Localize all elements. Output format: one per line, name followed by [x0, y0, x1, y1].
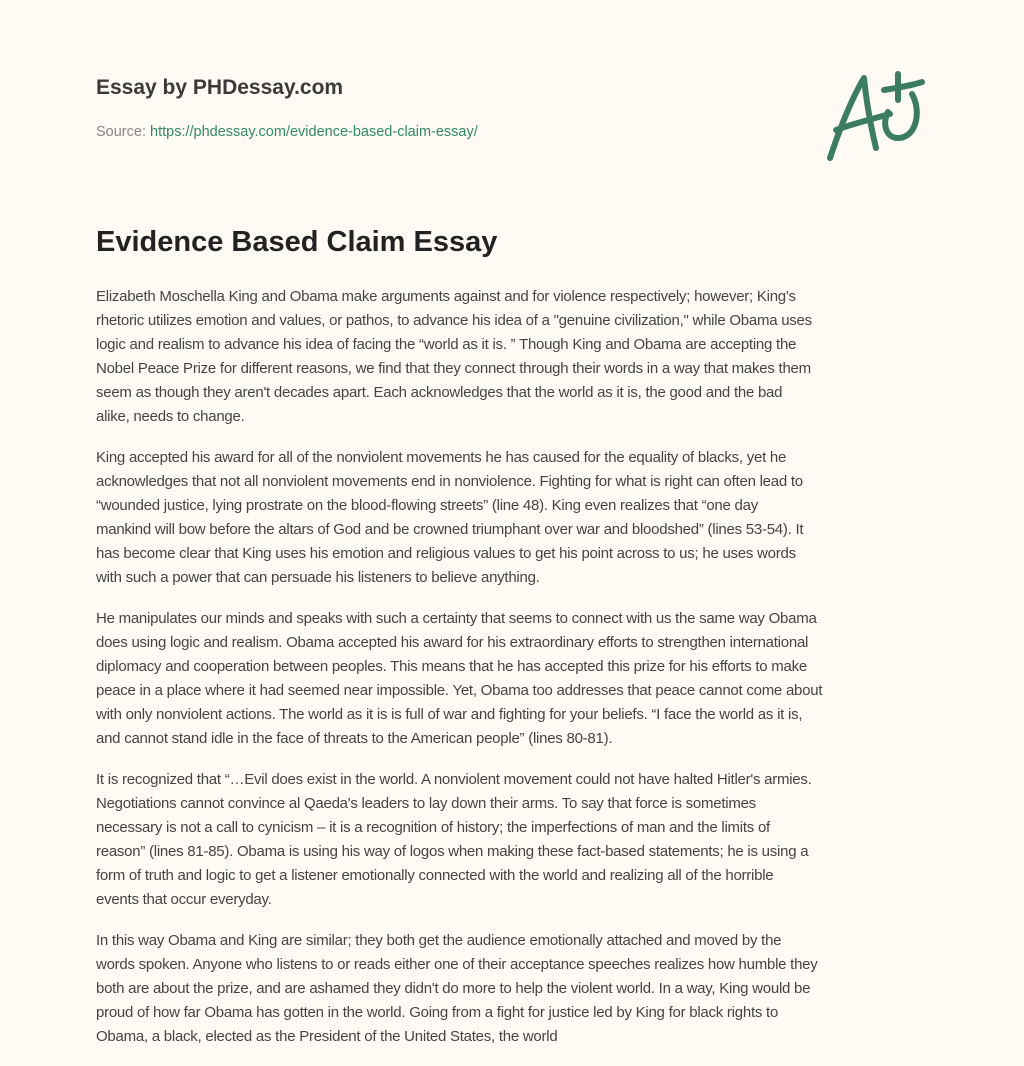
text-line: mankind will bow before the altars of God and be crowned triumphant over war and bloodshed” (lines 53-54). It	[96, 521, 804, 538]
essay-paragraph	[96, 446, 956, 590]
essay-paragraph	[96, 768, 956, 912]
essay-paragraph	[96, 285, 956, 429]
text-line: seem as though they aren't decades apart. Each acknowledges that the world as it is, the good and the bad	[96, 384, 783, 401]
essay-paragraph	[96, 607, 956, 751]
essay-title: Evidence Based Claim Essay	[96, 226, 498, 258]
text-line: events that occur everyday.	[96, 891, 272, 908]
text-line: form of truth and logic to get a listener emotionally connected with the world and realizing all of the horrible	[96, 867, 774, 884]
text-line: both are about the prize, and are ashamed they didn't do more to help the violent world. In a way, King would be	[96, 980, 811, 997]
source-label: Source:	[96, 124, 146, 140]
source-line	[96, 124, 478, 140]
essay-paragraph	[96, 929, 956, 1049]
a-plus-logo-icon	[818, 68, 930, 164]
text-line: with only nonviolent actions. The world as it is is full of war and fighting for your beliefs. “I face the world as it is,	[96, 706, 803, 723]
text-line: reason” (lines 81-85). Obama is using his way of logos when making these fact-based statements; he is using a	[96, 843, 809, 860]
text-line: Nobel Peace Prize for different reasons, we find that they connect through their words in a way that makes them	[96, 360, 811, 377]
text-line: He manipulates our minds and speaks with such a certainty that seems to connect with us the same way Obama	[96, 610, 817, 627]
essay-body	[96, 285, 956, 1066]
text-line: logic and realism to advance his idea of facing the “world as it is. ” Though King and Obama are accepting the	[96, 336, 797, 353]
site-title: Essay by PHDessay.com	[96, 76, 344, 99]
text-line: with such a power that can persuade his listeners to believe anything.	[96, 569, 540, 586]
text-line: necessary is not a call to cynicism – it is a recognition of history; the imperfections of man and the limits of	[96, 819, 770, 836]
text-line: “wounded justice, lying prostrate on the blood-flowing streets” (line 48). King even realizes that “one day	[96, 497, 758, 514]
text-line: alike, needs to change.	[96, 408, 245, 425]
text-line: acknowledges that not all nonviolent movements end in nonviolence. Fighting for what is right can often lead to	[96, 473, 803, 490]
source-link[interactable]: https://phdessay.com/evidence-based-claim-essay/	[150, 124, 478, 140]
text-line: words spoken. Anyone who listens to or reads either one of their acceptance speeches realizes how humble they	[96, 956, 818, 973]
text-line: diplomacy and cooperation between peoples. This means that he has accepted this prize for his efforts to make	[96, 658, 807, 675]
text-line: does using logic and realism. Obama accepted his award for his extraordinary efforts to strengthen international	[96, 634, 809, 651]
text-line: Elizabeth Moschella King and Obama make arguments against and for violence respectively; however; King's	[96, 288, 796, 305]
text-line: In this way Obama and King are similar; they both get the audience emotionally attached and moved by the	[96, 932, 782, 949]
text-line: rhetoric utilizes emotion and values, or pathos, to advance his idea of a "genuine civilization," while Obama uses	[96, 312, 812, 329]
text-line: and cannot stand idle in the face of threats to the American people” (lines 80-81).	[96, 730, 613, 747]
text-line: It is recognized that “…Evil does exist in the world. A nonviolent movement could not have halted Hitler's armies.	[96, 771, 812, 788]
text-line: has become clear that King uses his emotion and religious values to get his point across to us; he uses words	[96, 545, 796, 562]
text-line: Negotiations cannot convince al Qaeda's leaders to lay down their arms. To say that force is sometimes	[96, 795, 756, 812]
text-line: King accepted his award for all of the nonviolent movements he has caused for the equality of blacks, yet he	[96, 449, 787, 466]
text-line: Obama, a black, elected as the President of the United States, the world	[96, 1028, 558, 1045]
text-line: peace in a place where it had seemed near impossible. Yet, Obama too addresses that peace cannot come about	[96, 682, 823, 699]
text-line: proud of how far Obama has gotten in the world. Going from a fight for justice led by King for black rights to	[96, 1004, 779, 1021]
